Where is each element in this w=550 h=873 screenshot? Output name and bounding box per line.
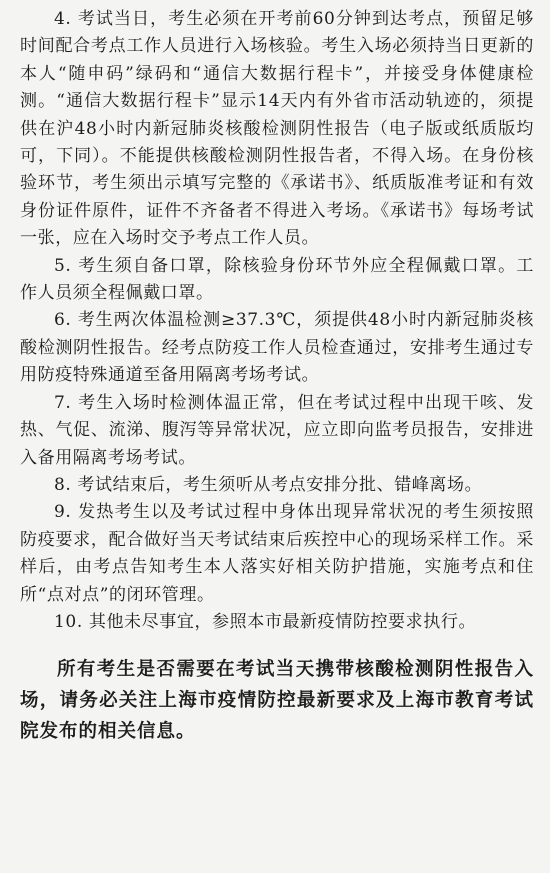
rule-item-4: 4. 考试当日，考生必须在开考前60分钟到达考点，预留足够时间配合考点工作人员进行入场核验。考生入场必须持当日更新的本人“随申码”绿码和“通信大数据行程卡”，并接受身体健康检测。“通信大数据行程卡”显示14天内有外省市活动轨迹的，须提供在沪48小时内新冠肺炎核酸检测阴性报告（电子版或纸质版均可，下同）。不能提供核酸检测阴性报告者，不得入场。在身份核验环节，考生须出示填写完整的《承诺书》、纸质版准考证和有效身份证件原件，证件不齐备者不得进入考场。《承诺书》每场考试一张，应在入场时交予考点工作人员。	[20, 9, 534, 249]
rule-item-5: 5. 考生须自备口罩，除核验身份环节外应全程佩戴口罩。工作人员须全程佩戴口罩。	[20, 255, 534, 304]
rule-item-6: 6. 考生两次体温检测≥37.3℃，须提供48小时内新冠肺炎核酸检测阴性报告。经考点防疫工作人员检查通过，安排考生通过专用防疫特殊通道至备用隔离考场考试。	[20, 310, 534, 386]
rule-item-9: 9. 发热考生以及考试过程中身体出现异常状况的考生须按照防疫要求，配合做好当天考试结束后疾控中心的现场采样工作。采样后，由考点告知考生本人落实好相关防护措施，实施考点和住所“点对点”的闭环管理。	[20, 502, 534, 605]
rule-item-7: 7. 考生入场时检测体温正常，但在考试过程中出现干咳、发热、气促、流涕、腹泻等异常状况，应立即向监考员报告，安排进入备用隔离考场考试。	[20, 392, 534, 468]
rule-item-10: 10. 其他未尽事宜，参照本市最新疫情防控要求执行。	[54, 611, 477, 632]
rule-item-8: 8. 考试结束后，考生须听从考点安排分批、错峰离场。	[54, 474, 483, 495]
bold-notice: 所有考生是否需要在考试当天携带核酸检测阴性报告入场，请务必关注上海市疫情防控最新要求及上海市教育考试院发布的相关信息。	[20, 659, 534, 743]
